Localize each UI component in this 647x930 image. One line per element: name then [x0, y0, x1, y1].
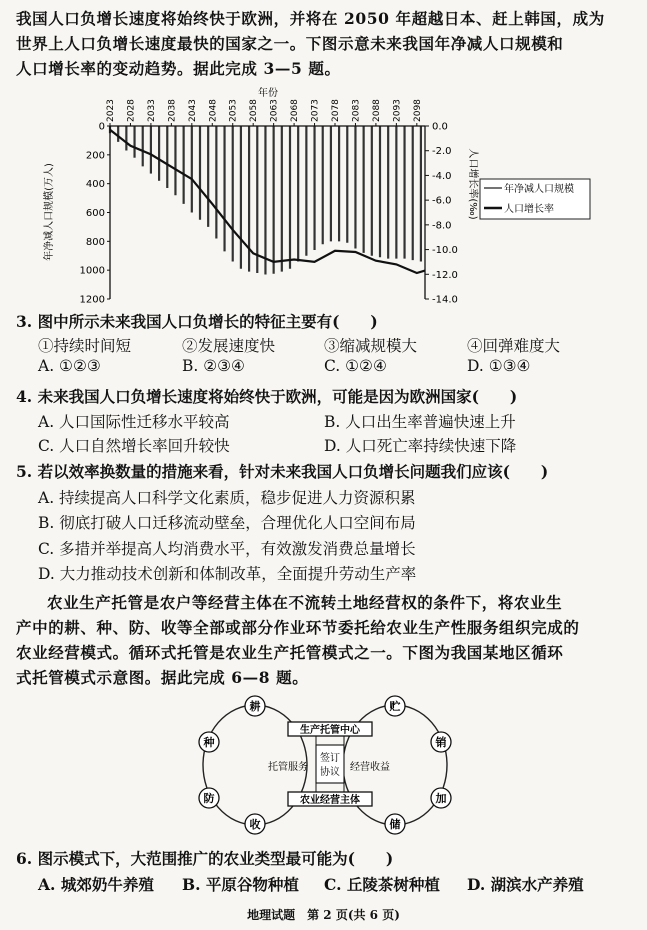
x-tick-label: 2038 [167, 99, 178, 122]
q3-option-c[interactable]: C. ①②④ [324, 357, 387, 375]
q5-option-d[interactable]: D. 大力推动技术创新和体制改革，全面提升劳动生产率 [38, 565, 417, 583]
center-label-1: 签订 [320, 753, 340, 764]
q4-option-c[interactable]: C. 人口自然增长率回升较快 [38, 437, 230, 455]
growth-rate-line [110, 130, 425, 273]
intro2-line-2: 产中的耕、种、防、收等全部或部分作业环节委托给农业生产性服务组织完成的 [16, 618, 580, 637]
x-tick-label: 2068 [290, 99, 301, 122]
y-right-tick-label: 0.0 [432, 121, 448, 133]
intro-line-2: 世界上人口负增长速度最快的国家之一。下图示意未来我国年净减人口规模和 [16, 34, 564, 53]
intro2-line-4: 式托管模式示意图。据此完成 6—8 题。 [16, 668, 309, 687]
y-left-tick-label: 800 [85, 236, 105, 248]
q3-option-d[interactable]: D. ①③④ [467, 357, 531, 375]
x-tick-label: 2053 [228, 99, 239, 122]
left-node-label: 耕 [249, 700, 261, 713]
left-node-label: 防 [203, 792, 215, 805]
right-node-label: 加 [435, 792, 447, 805]
right-node-label: 销 [435, 736, 447, 749]
custody-cycle-diagram [190, 690, 460, 840]
q6-stem: 6. 图示模式下，大范围推广的农业类型最可能为( ) [16, 849, 394, 868]
q5-stem: 5. 若以效率换数量的措施来看，针对未来我国人口负增长问题我们应该( ) [16, 462, 549, 481]
x-tick-label: 2073 [310, 99, 321, 122]
population-chart [40, 84, 610, 306]
y-right-tick-label: -6.0 [432, 195, 452, 207]
x-tick-label: 2048 [208, 99, 219, 122]
y-right-tick-label: -4.0 [432, 170, 452, 182]
q4-option-a[interactable]: A. 人口国际性迁移水平较高 [38, 413, 230, 431]
page-footer: 地理试题 第 2 页(共 6 页) [247, 908, 400, 922]
q5-option-c[interactable]: C. 多措并举提高人均消费水平，有效激发消费总量增长 [38, 540, 416, 558]
q4-option-b[interactable]: B. 人口出生率普遍快速上升 [324, 413, 516, 431]
y-right-axis-title: 人口增长率(‰) [467, 148, 478, 220]
y-left-tick-label: 1200 [79, 294, 105, 306]
y-right-tick-label: -12.0 [432, 269, 458, 281]
y-left-tick-label: 600 [85, 208, 105, 219]
intro-paragraph [16, 6, 628, 81]
x-tick-label: 2098 [412, 99, 423, 122]
y-left-axis-title: 年净减人口规模(万人) [44, 163, 55, 261]
bottom-box-label: 农业经营主体 [300, 795, 360, 806]
intro2-paragraph [16, 590, 628, 690]
q6-option-d[interactable]: D. 湖滨水产养殖 [467, 875, 584, 894]
x-tick-label: 2058 [249, 99, 260, 122]
y-left-tick-label: 400 [85, 179, 105, 191]
x-tick-label: 2083 [351, 99, 362, 122]
q3-item-2: ②发展速度快 [182, 337, 276, 355]
x-tick-label: 2063 [269, 99, 280, 122]
intro-line-1: 我国人口负增长速度将始终快于欧洲，并将在 2050 年超越日本、赶上韩国，成为 [16, 9, 605, 28]
y-right-tick-label: -8.0 [432, 220, 452, 232]
legend-line: 人口增长率 [504, 204, 554, 215]
x-tick-label: 2078 [331, 99, 341, 122]
y-right-tick-label: -10.0 [432, 245, 458, 257]
y-left-tick-label: 0 [98, 121, 105, 133]
q6-option-c[interactable]: C. 丘陵茶树种植 [324, 875, 440, 894]
q6-option-a[interactable]: A. 城郊奶牛养殖 [38, 875, 154, 894]
q6-option-b[interactable]: B. 平原谷物种植 [182, 875, 299, 894]
q3-item-3: ③缩减规模大 [324, 337, 418, 355]
right-label: 经营收益 [350, 762, 390, 773]
x-axis-title: 年份 [258, 88, 278, 99]
intro-line-3: 人口增长率的变动趋势。据此完成 3—5 题。 [16, 59, 341, 78]
left-node-label: 收 [249, 818, 261, 831]
intro2-line-3: 农业经营模式。循环式托管是农业生产托管模式之一。下图为我国某地区循环 [16, 643, 564, 662]
q3-option-a[interactable]: A. ①②③ [38, 357, 101, 375]
x-tick-label: 2088 [371, 99, 382, 122]
left-label: 托管服务 [268, 762, 308, 773]
x-tick-label: 2033 [146, 99, 157, 122]
intro2-line-1: 农业生产托管是农户等经营主体在不流转土地经营权的条件下，将农业生 [47, 593, 563, 612]
y-right-tick-label: -2.0 [432, 146, 452, 158]
left-node-label: 种 [203, 736, 215, 749]
chart-legend [480, 179, 590, 219]
legend-bars: 年净减人口规模 [504, 184, 574, 195]
right-node-label: 储 [389, 818, 401, 831]
chart-line-layer [110, 130, 425, 273]
q3-option-b[interactable]: B. ②③④ [182, 357, 245, 375]
q3-item-1: ①持续时间短 [38, 337, 132, 355]
center-label-2: 协议 [320, 767, 340, 778]
q5-option-a[interactable]: A. 持续提高人口科学文化素质，稳步促进人力资源积累 [38, 489, 416, 507]
q4-option-d[interactable]: D. 人口死亡率持续快速下降 [324, 437, 517, 455]
y-left-tick-label: 1000 [79, 265, 105, 277]
x-tick-label: 2023 [106, 99, 116, 122]
x-tick-label: 2028 [126, 99, 137, 122]
x-tick-label: 2093 [392, 99, 403, 122]
q3-stem: 3. 图中所示未来我国人口负增长的特征主要有( ) [16, 312, 378, 331]
chart-bars [110, 126, 421, 274]
y-right-tick-label: -14.0 [432, 294, 458, 306]
q5-option-b[interactable]: B. 彻底打破人口迁移流动壁垒，合理优化人口空间布局 [38, 514, 416, 532]
top-box-label: 生产托管中心 [300, 725, 360, 736]
right-node-label: 贮 [389, 700, 401, 713]
x-tick-label: 2043 [187, 99, 198, 122]
q4-stem: 4. 未来我国人口负增长速度将始终快于欧洲，可能是因为欧洲国家( ) [16, 387, 518, 406]
q3-item-4: ④回弹难度大 [467, 337, 561, 355]
y-left-tick-label: 200 [85, 150, 105, 162]
